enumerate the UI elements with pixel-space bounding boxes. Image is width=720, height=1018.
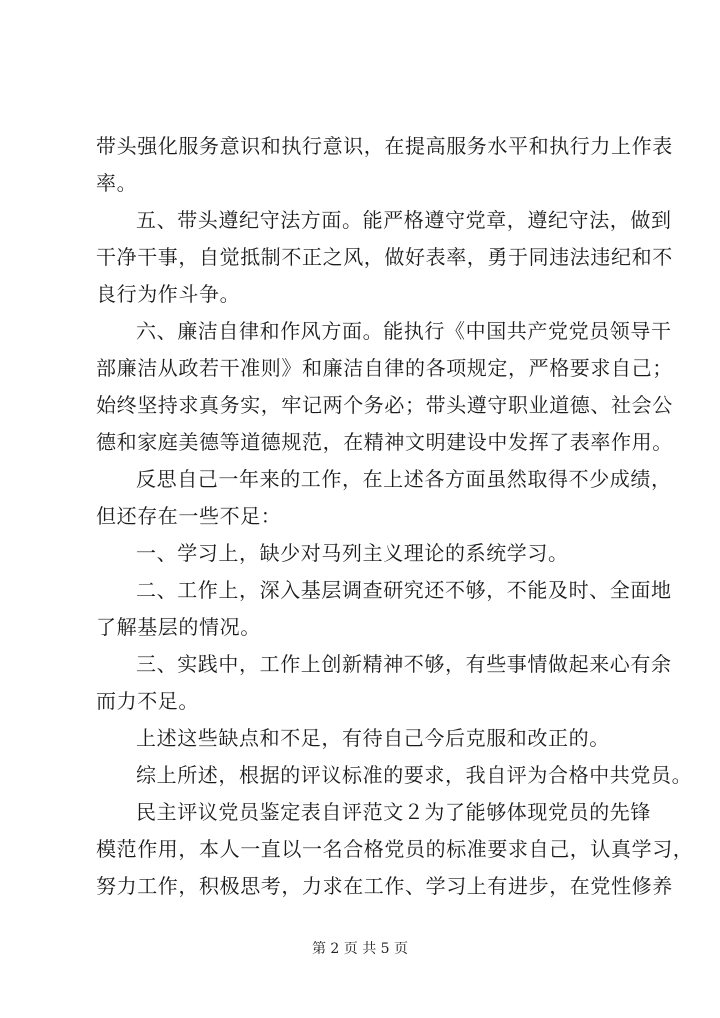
text-line: 一、学习上，缺少对马列主义理论的系统学习。 [136,541,569,565]
text-line: 综上所述，根据的评议标准的要求，我自评为合格中共党员。 [136,763,693,787]
text-line: 民主评议党员鉴定表自评范文２为了能够体现党员的先锋 [136,800,651,824]
text-line: 干净干事，自觉抵制不正之风，做好表率，勇于同违法违纪和不 [96,245,673,269]
text-line: 而力不足。 [96,689,199,713]
text-line: 五、带头遵纪守法方面。能严格遵守党章，遵纪守法，做到 [136,208,672,232]
text-line: 模范作用，本人一直以一名合格党员的标准要求自己，认真学习， [96,837,694,861]
text-line: 反思自己一年来的工作，在上述各方面虽然取得不少成绩， [136,467,672,491]
text-line: 努力工作，积极思考，力求在工作、学习上有进步，在党性修养 [96,874,673,898]
text-line: 部廉洁从政若干准则》和廉洁自律的各项规定，严格要求自己； [96,356,673,380]
text-line: 三、实践中，工作上创新精神不够，有些事情做起来心有余 [136,652,672,676]
text-line: 带头强化服务意识和执行意识，在提高服务水平和执行力上作表 [96,134,673,158]
text-line: 六、廉洁自律和作风方面。能执行《中国共产党党员领导干 [136,319,672,343]
text-line: 上述这些缺点和不足，有待自己今后克服和改正的。 [136,726,610,750]
text-line: 了解基层的情况。 [96,615,261,639]
text-line: 率。 [96,171,138,195]
document-body [96,128,694,905]
text-line: 二、工作上，深入基层调查研究还不够，不能及时、全面地 [136,578,672,602]
text-line: 但还存在一些不足： [96,504,282,528]
text-line: 德和家庭美德等道德规范，在精神文明建设中发挥了表率作用。 [96,430,673,454]
text-line: 良行为作斗争。 [96,282,241,306]
text-line: 始终坚持求真务实，牢记两个务必；带头遵守职业道德、社会公 [96,393,673,417]
page-number-footer: 第 2 页 共 5 页 [311,941,409,957]
